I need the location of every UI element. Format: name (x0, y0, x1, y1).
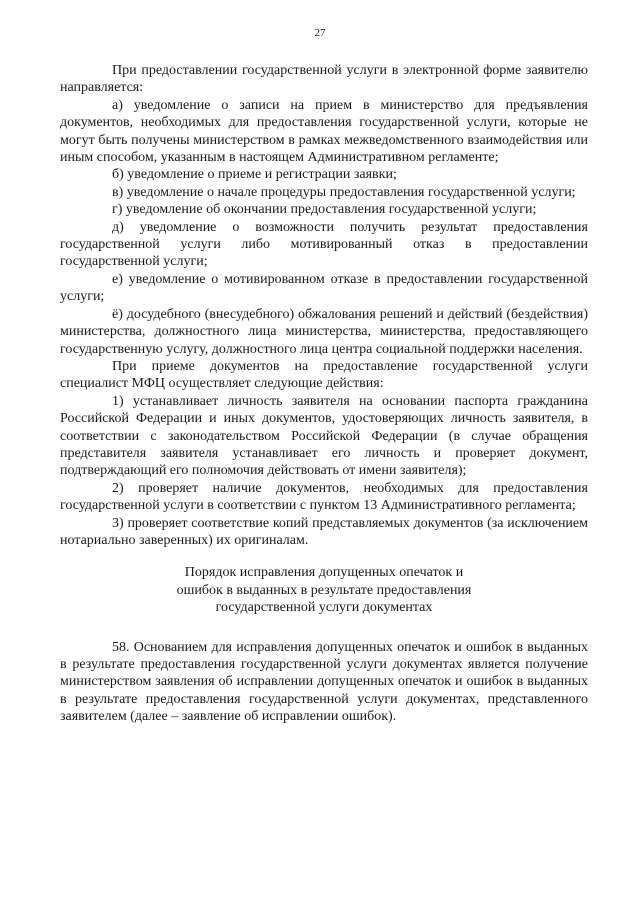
section-heading (60, 564, 588, 616)
list-item: 3) проверяет соответствие копий представляемых документов (за исключением нотариально заверенных) их оригиналам. (60, 515, 588, 548)
list-item: ё) досудебного (внесудебного) обжалования решений и действий (бездействия) министерства, должностного лица министерства, министерства, предоставляющего государственную услугу, должностного лица центра социальной поддержки населения. (60, 306, 588, 357)
list-item: 1) устанавливает личность заявителя на основании паспорта гражданина Российской Федерации и иных документов, удостоверяющих личность заявителя, в соответствии с законодательством Российской Федерации (в случае обращения представителя заявителя устанавливает его личность и проверяет документ, подтверждающий его полномочия действовать от имени заявителя); (60, 393, 588, 479)
paragraph: 58. Основанием для исправления допущенных опечаток и ошибок в выданных в результате предоставления государственной услуги документах является получение министерством заявления об исправлении допущенных опечаток и ошибок в выданных в результате предоставления государственной услуги документах, представленного заявителем (далее – заявление об исправлении ошибок). (60, 639, 588, 725)
list-item: е) уведомление о мотивированном отказе в предоставлении государственной услуги; (60, 271, 588, 305)
list-item: б) уведомление о приеме и регистрации заявки; (112, 167, 397, 183)
list-item: д) уведомление о возможности получить результат предоставления государственной услуги либо мотивированный отказ в предоставлении государственной услуги; (60, 219, 588, 270)
section-heading-line: государственной услуги документах (215, 600, 433, 616)
paragraph: При предоставлении государственной услуги в электронной форме заявителю направляется: (60, 63, 588, 96)
document-body (60, 62, 588, 726)
section-heading-line: ошибок в выданных в результате предоставления (176, 582, 472, 598)
section-heading-line: Порядок исправления допущенных опечаток и (184, 565, 464, 581)
list-item: а) уведомление о записи на прием в министерство для предъявления документов, необходимых для предоставления государственной услуги, которые не могут быть получены министерством в рамках межведомственного взаимодействия или иным способом, указанным в настоящем Административном регламенте; (60, 97, 588, 166)
paragraph: При приеме документов на предоставление государственной услуги специалист МФЦ осуществляет следующие действия: (60, 358, 588, 392)
list-item: в) уведомление о начале процедуры предоставления государственной услуги; (112, 184, 576, 200)
list-item: г) уведомление об окончании предоставления государственной услуги; (112, 202, 537, 218)
page-number: 27 (314, 27, 326, 39)
list-item: 2) проверяет наличие документов, необходимых для предоставления государственной услуги в соответствии с пунктом 13 Административного регламента; (60, 480, 588, 514)
